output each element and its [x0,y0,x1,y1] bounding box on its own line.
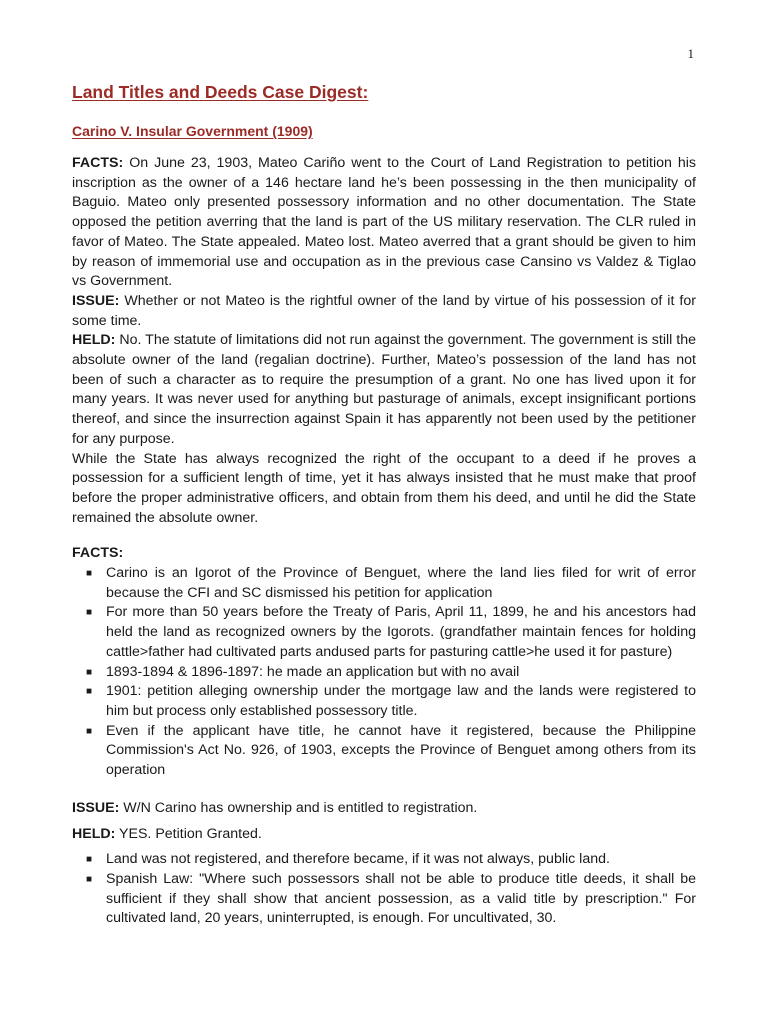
held-list [72,850,696,929]
bullet-icon: ■ [86,607,93,619]
held-paragraph [72,331,696,449]
issue-label: ISSUE: [72,292,120,309]
issue-paragraph [72,292,696,331]
list-item: ■ Spanish Law: "Where such possessors shall not be able to produce title deeds, it shall be sufficient if they shall show that ancient possession, as a valid title by prescription." For cultivated land, 20 years, uninterrupted, is enough. For uncultivated, 30. [86,870,696,927]
document-body [72,154,696,929]
list-item: ■ For more than 50 years before the Treaty of Paris, April 11, 1899, he and his ancestors had held the land as recognized owners by the Igorots. (grandfather maintain fences for holding cattle>father had cultivated parts andused parts for pasturing cattle>he used it for pasture) [86,604,696,660]
document-title: Land Titles and Deeds Case Digest: [72,82,369,102]
list-item: ■ Even if the applicant have title, he cannot have it registered, because the Philippine Commission's Act No. 926, of 1903, excepts the Province of Benguet among others from its operation [86,722,696,779]
issue-label-2: ISSUE: [72,799,120,816]
held-text: No. The statute of limitations did not run against the government. The government is still the absolute owner of the land (regalian doctrine). Further, Mateo’s possession of the land has not been of such a character as to require the presumption of a grant. No one has lived upon it for many years. It was never used for anything but pasturage of animals, except insignificant portions thereof, and since the insurrection against Spain it has apparently not been used by the petitioner for any purpose. [72,332,696,447]
held-paragraph-continued: While the State has always recognized the right of the occupant to a deed if he proves a possession for a sufficient length of time, yet it has always insisted that he must make that proof before the proper administrative officers, and obtain from them his deed, and until he did the State remained the absolute owner. [72,450,696,526]
issue-text: Whether or not Mateo is the rightful owner of the land by virtue of his possession of it for some time. [72,292,696,329]
list-item: ■ 1901: petition alleging ownership under the mortgage law and the lands were registered to him but process only established possessory title. [86,683,696,719]
case-title: Carino V. Insular Government (1909) [72,123,313,139]
facts-paragraph [72,154,696,292]
list-item: ■ Carino is an Igorot of the Province of Benguet, where the land lies filed for writ of error because the CFI and SC dismissed his petition for application [86,565,696,601]
list-item: ■ 1893-1894 & 1896-1897: he made an application but with no avail [72,663,696,683]
page-number: 1 [687,46,694,61]
held-label-2: HELD: [72,825,116,842]
facts-text: On June 23, 1903, Mateo Cariño went to the Court of Land Registration to petition his inscription as the owner of a 146 hectare land he’s been possessing in the then municipality of Baguio. Mateo only presented possessory information and no other documentation. The State opposed the petition averring that the land is part of the US military reservation. The CLR ruled in favor of Mateo. The State appealed. Mateo lost. Mateo averred that a grant should be given to him by reason of immemorial use and occupation as in the previous case Cansino vs Valdez & Tiglao vs Government. [72,155,696,290]
facts-list [72,564,696,781]
bullet-icon: ■ [86,854,93,866]
bullet-icon: ■ [86,873,93,885]
facts-label: FACTS: [72,155,124,171]
held-text-2: YES. Petition Granted. [115,825,262,842]
bullet-icon: ■ [86,725,93,737]
held-label: HELD: [72,332,116,349]
bullet-icon: ■ [86,686,93,698]
issue-text-2: W/N Carino has ownership and is entitled to registration. [119,799,478,816]
held-paragraph-2 [72,825,696,845]
list-item: ■ Land was not registered, and therefore became, if it was not always, public land. [72,850,696,870]
bullet-icon: ■ [86,666,93,678]
issue-paragraph-2 [72,799,696,819]
bullet-icon: ■ [86,568,93,580]
facts-heading: FACTS: [72,545,124,562]
